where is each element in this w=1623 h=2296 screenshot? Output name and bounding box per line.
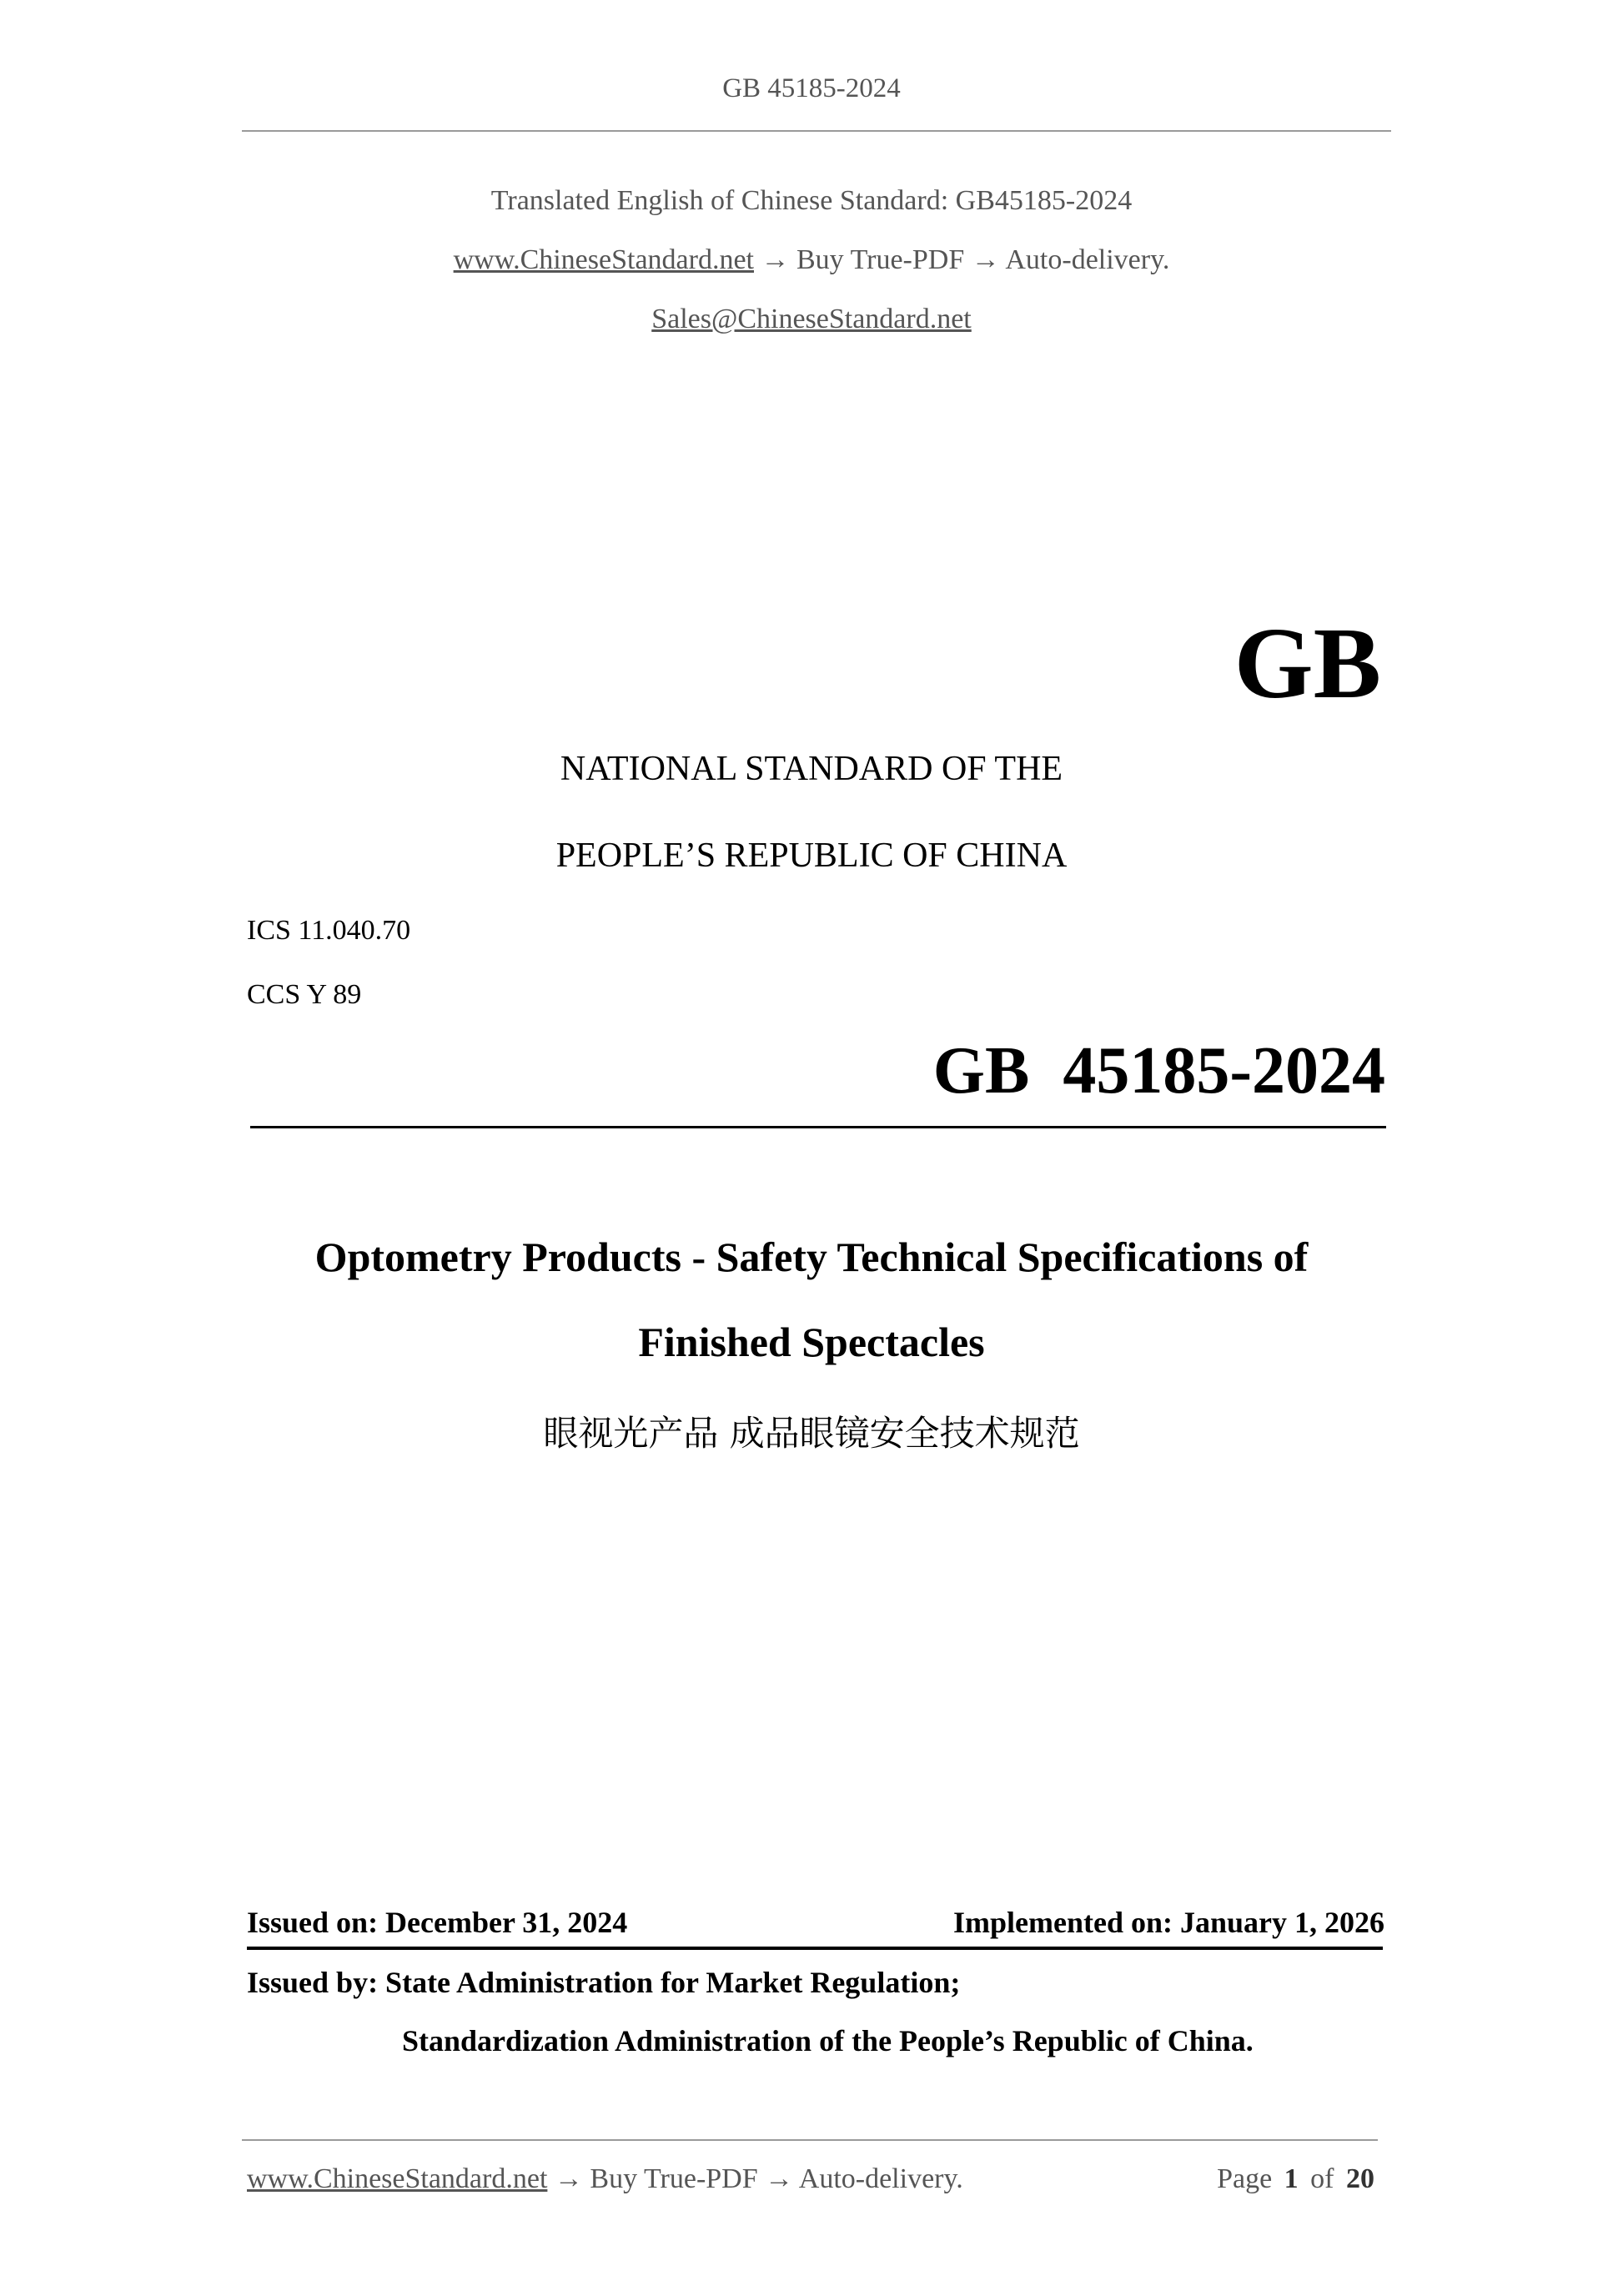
- arrow-right-icon: →: [554, 2163, 583, 2194]
- page-number: [1217, 2163, 1374, 2195]
- footer-site-link[interactable]: www.ChineseStandard.net: [247, 2163, 548, 2194]
- issued-by-line2: Standardization Administration of the People’s Republic of China.: [402, 2024, 1254, 2057]
- email-link[interactable]: Sales@ChineseStandard.net: [651, 304, 972, 334]
- promo-email-line: [0, 304, 1623, 335]
- buy-true-pdf-text: Buy True-PDF: [796, 244, 965, 275]
- ccs-code: CCS Y 89: [247, 979, 362, 1010]
- standard-number: GB 45185-2024: [932, 1034, 1385, 1108]
- footer-buy-true-pdf-text: Buy True-PDF: [590, 2163, 758, 2194]
- issued-by-line1: Issued by: State Administration for Market Regulation;: [247, 1966, 961, 1999]
- arrow-right-icon: →: [765, 2163, 794, 2194]
- national-standard-line1: NATIONAL STANDARD OF THE: [560, 750, 1063, 788]
- page-of-label: of: [1310, 2163, 1334, 2194]
- page-current: 1: [1284, 2163, 1299, 2194]
- issued-on: Issued on: December 31, 2024: [247, 1906, 628, 1939]
- footer-rule: [242, 2139, 1378, 2141]
- promo-buy-line: [0, 244, 1623, 276]
- title-rule: [250, 1126, 1386, 1128]
- footer-buy-line: [247, 2163, 963, 2195]
- page-label: Page: [1217, 2163, 1273, 2194]
- implemented-on: Implemented on: January 1, 2026: [952, 1906, 1384, 1939]
- issue-rule: [247, 1947, 1383, 1950]
- title-english-line2: Finished Spectacles: [638, 1319, 985, 1365]
- page-total: 20: [1346, 2163, 1374, 2194]
- promo-line: Translated English of Chinese Standard: GB45185-2024: [490, 185, 1133, 216]
- title-chinese: 眼视光产品 成品眼镜安全技术规范: [543, 1413, 1080, 1454]
- header-rule: [242, 130, 1391, 132]
- gb-logo: GB: [1234, 607, 1381, 720]
- arrow-right-icon: →: [761, 244, 790, 275]
- title-english-line1: Optometry Products - Safety Technical Specifications of: [314, 1233, 1309, 1280]
- site-link[interactable]: www.ChineseStandard.net: [453, 244, 754, 275]
- ics-code: ICS 11.040.70: [247, 915, 411, 946]
- running-header: GB 45185-2024: [722, 73, 901, 103]
- footer-auto-delivery-text: Auto-delivery.: [798, 2163, 963, 2194]
- arrow-right-icon: →: [971, 244, 1000, 275]
- auto-delivery-text: Auto-delivery.: [1005, 244, 1170, 275]
- national-standard-line2: PEOPLE’S REPUBLIC OF CHINA: [555, 837, 1068, 875]
